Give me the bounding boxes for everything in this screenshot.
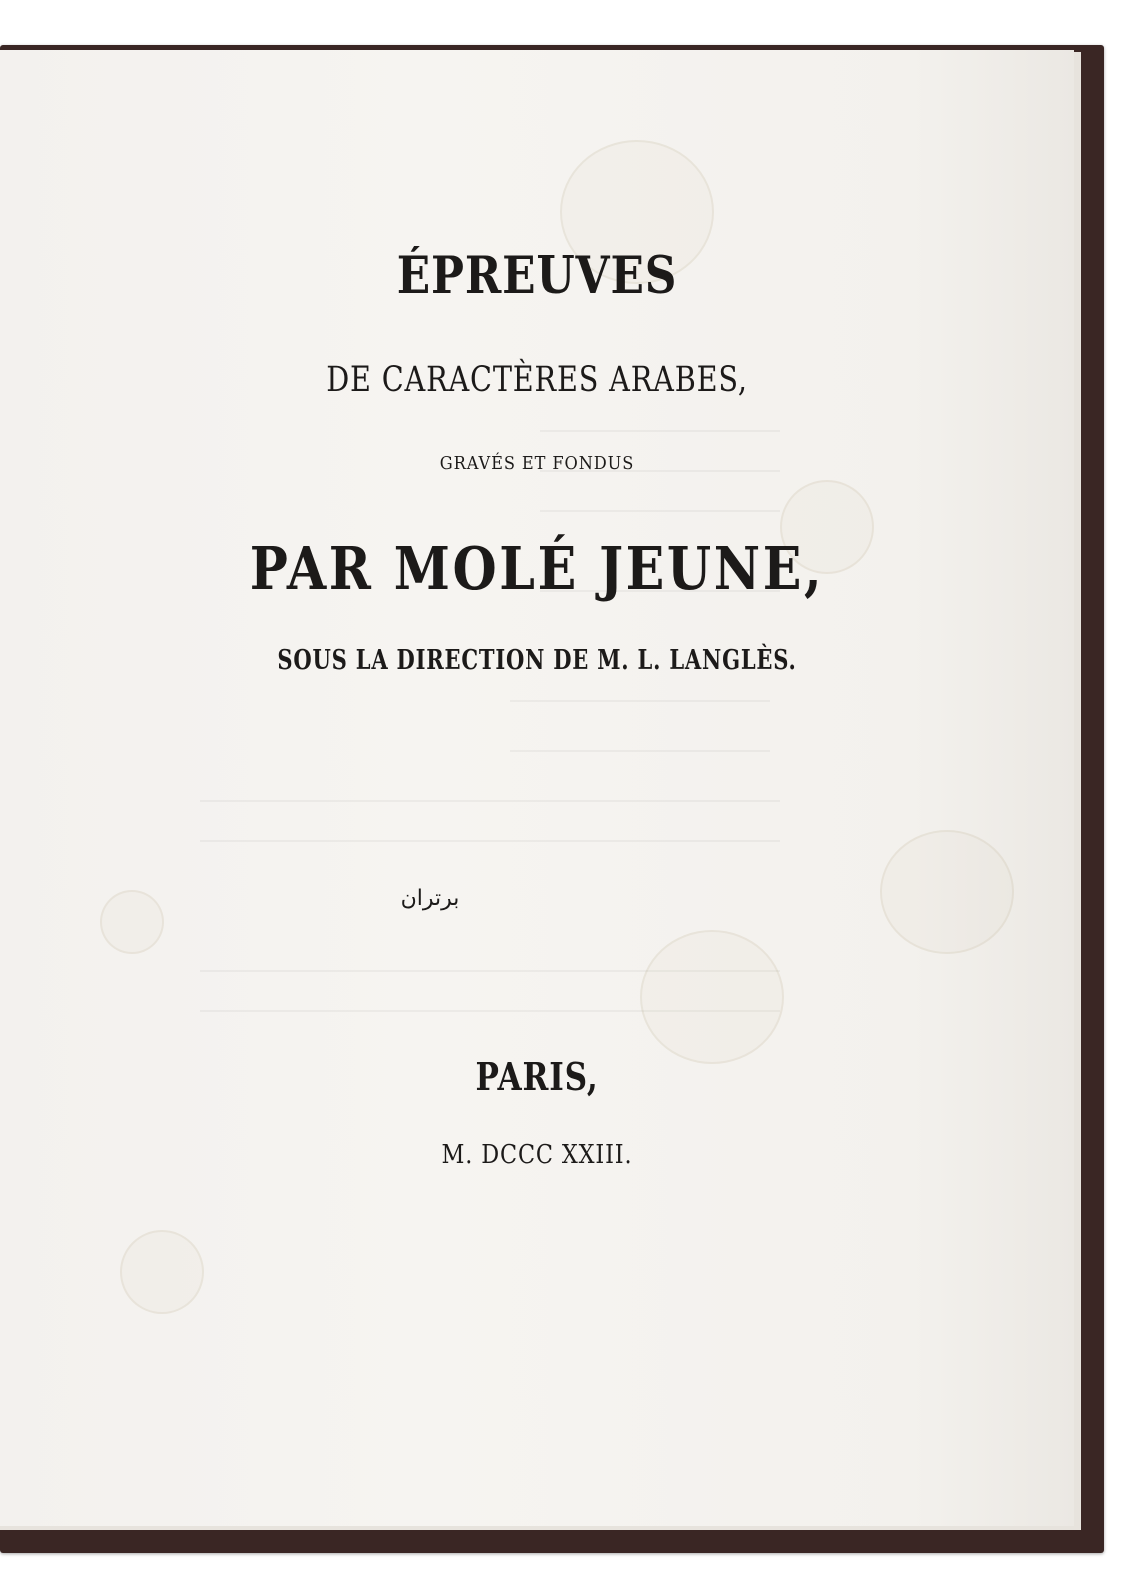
author-line: PAR MOLÉ JEUNE, bbox=[249, 534, 825, 603]
water-stain bbox=[120, 1230, 204, 1314]
water-stain bbox=[640, 930, 784, 1064]
title: ÉPREUVES bbox=[396, 246, 678, 306]
title-page bbox=[0, 50, 1074, 1526]
imprint-year: M. DCCC XXIII. bbox=[441, 1140, 633, 1170]
arabic-sample: برتران bbox=[400, 886, 460, 911]
show-through-line bbox=[200, 970, 780, 972]
subtitle: DE CARACTÈRES ARABES, bbox=[326, 360, 748, 400]
show-through-line bbox=[510, 750, 770, 752]
show-through-line bbox=[200, 800, 780, 802]
show-through-line bbox=[540, 430, 780, 432]
show-through-line bbox=[510, 700, 770, 702]
water-stain bbox=[100, 890, 164, 954]
imprint-city: PARIS, bbox=[475, 1054, 599, 1099]
water-stain bbox=[880, 830, 1014, 954]
show-through-line bbox=[540, 510, 780, 512]
show-through-line bbox=[200, 840, 780, 842]
engraved-line: GRAVÉS ET FONDUS bbox=[439, 453, 635, 474]
show-through-line bbox=[200, 1010, 780, 1012]
direction-line: SOUS LA DIRECTION DE M. L. LANGLÈS. bbox=[277, 645, 797, 676]
